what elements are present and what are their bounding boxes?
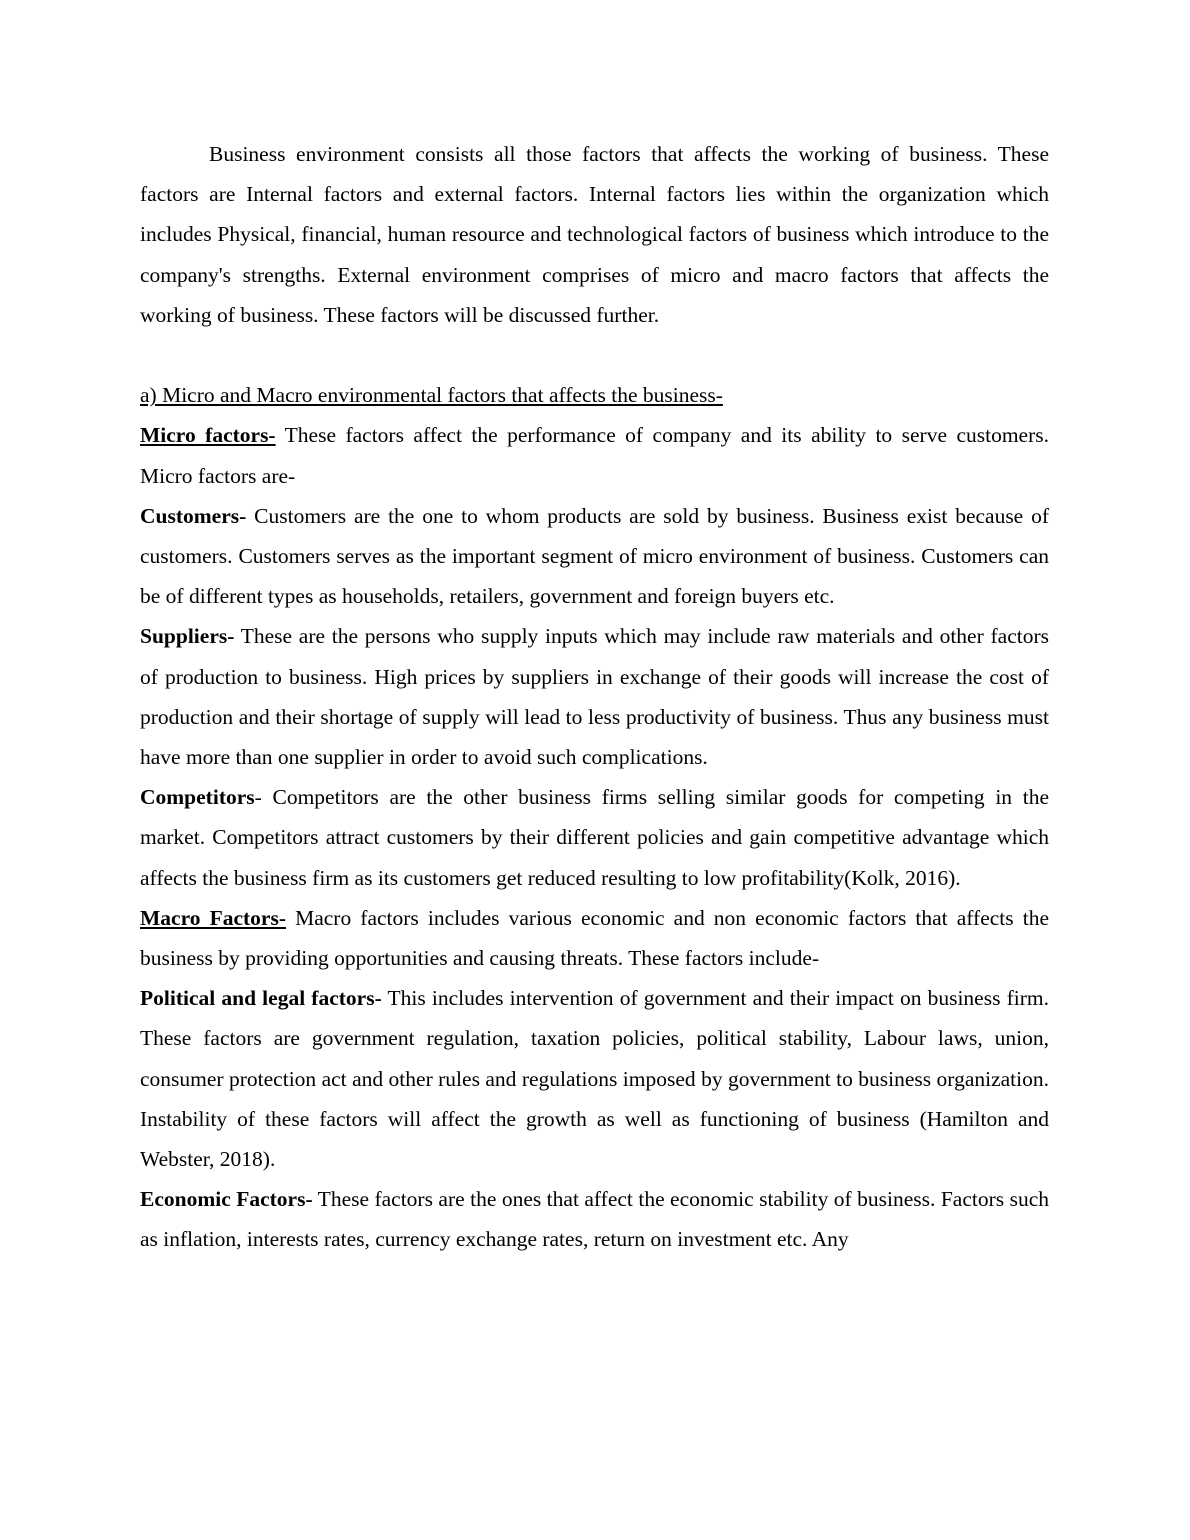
political-legal-title: Political and legal factors- <box>140 986 382 1011</box>
section-heading <box>140 375 1049 415</box>
micro-factors-paragraph <box>140 415 1049 495</box>
section-heading-text: a) Micro and Macro environmental factors that affects the business- <box>140 383 723 408</box>
suppliers-text: These are the persons who supply inputs which may include raw materials and other factors of production to business. High prices by suppliers in exchange of their goods will increase the cost of production and their shortage of supply will lead to less productivity of business. Thus any business must have more than one supplier in order to avoid such complications. <box>140 624 1049 770</box>
micro-factors-text: These factors affect the performance of company and its ability to serve customers. Micro factors are- <box>140 423 1049 488</box>
suppliers-dash: - <box>227 624 235 649</box>
micro-factors-title: Micro factors- <box>140 423 276 448</box>
macro-factors-paragraph <box>140 898 1049 978</box>
customers-text: Customers are the one to whom products are sold by business. Business exist because of customers. Customers serves as the important segment of micro environment of business. Customers can be of different types as households, retailers, government and foreign buyers etc. <box>140 503 1049 609</box>
political-legal-text: This includes intervention of government and their impact on business firm. These factors are government regulation, taxation policies, political stability, Labour laws, union, consumer protection act and other rules and regulations imposed by government to business organization. Instability of these factors will affect the growth as well as functioning of business (Hamilton and Webster, 2018). <box>140 986 1049 1172</box>
intro-paragraph: Business environment consists all those factors that affects the working of business. These factors are Internal factors and external factors. Internal factors lies within the organization which includes Physical, financial, human resource and technological factors of business which introduce to the company's strengths. External environment comprises of micro and macro factors that affects the working of business. These factors will be discussed further. <box>140 142 1049 327</box>
competitors-paragraph <box>140 777 1049 898</box>
competitors-text: - Competitors are the other business firms selling similar goods for competing in the market. Competitors attract customers by their different policies and gain competitive advantage which affects the business firm as its customers get reduced resulting to low profitability(Kolk, 2016). <box>140 785 1049 890</box>
political-legal-paragraph <box>140 978 1049 1179</box>
customers-paragraph <box>140 496 1049 617</box>
macro-factors-title: Macro Factors- <box>140 905 286 930</box>
paragraph-gap <box>140 335 1049 375</box>
suppliers-title: Suppliers <box>140 624 228 649</box>
customers-title: Customers- <box>140 503 247 528</box>
economic-factors-paragraph <box>140 1179 1049 1259</box>
economic-factors-text: These factors are the ones that affect the economic stability of business. Factors such as inflation, interests rates, currency exchange rates, return on investment etc. Any <box>140 1187 1050 1252</box>
competitors-title: Competitors <box>140 785 255 810</box>
macro-factors-text: Macro factors includes various economic and non economic factors that affects the business by providing opportunities and causing threats. These factors include- <box>140 905 1049 971</box>
economic-factors-title: Economic Factors- <box>140 1187 313 1212</box>
suppliers-paragraph <box>140 616 1049 777</box>
document-page <box>140 134 1049 1260</box>
